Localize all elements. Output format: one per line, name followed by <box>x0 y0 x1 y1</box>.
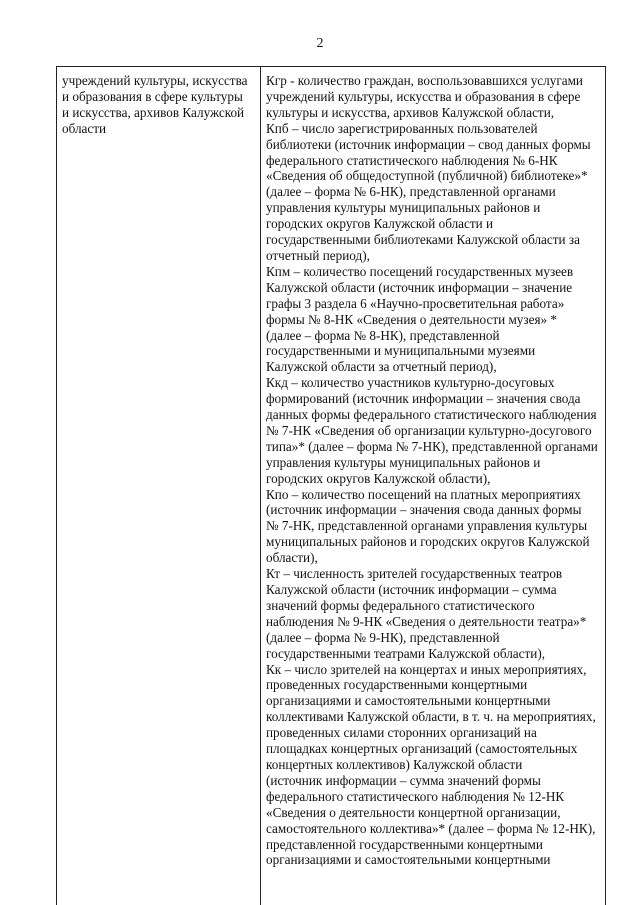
page-number: 2 <box>316 36 324 51</box>
text-line: (далее – форма № 8-НК), представленной <box>266 327 500 343</box>
text-line: «Сведения о деятельности концертной организации, <box>266 804 561 820</box>
text-line: самостоятельного коллектива»* (далее – форма № 12-НК), <box>266 820 596 836</box>
text-line: управления культуры муниципальных районов и <box>266 454 541 470</box>
text-line: значений формы федерального статистического <box>266 597 535 613</box>
text-line: учреждений культуры, искусства <box>62 73 248 88</box>
text-line: представленной государственными концертными <box>266 836 543 852</box>
text-line: Кт – численность зрителей государственных театров <box>266 566 563 582</box>
left-cell-text <box>62 73 256 137</box>
text-line: концертных коллективов) Калужской области <box>266 756 523 772</box>
table-row <box>57 67 606 905</box>
text-line: (источник информации – сумма значений формы <box>266 772 541 788</box>
text-line: области), <box>266 550 318 566</box>
text-line: управления культуры муниципальных районов и <box>266 200 541 216</box>
text-line: Кпм – количество посещений государственных музеев <box>266 263 574 279</box>
right-cell-indicator-definitions <box>261 67 606 905</box>
text-line: Кпо – количество посещений на платных мероприятиях <box>266 486 581 502</box>
text-line: формирований (источник информации – значения свода <box>266 391 581 407</box>
text-line: городских округов Калужской области и <box>266 216 494 232</box>
text-line: отчетный период), <box>266 247 370 263</box>
text-line: федерального статистического наблюдения № 12-НК <box>266 788 565 804</box>
text-line: организациями и самостоятельными концертными <box>266 693 551 709</box>
text-line: «Сведения об общедоступной (публичной) библиотеке»* <box>266 168 588 184</box>
text-line: и образования в сфере культуры <box>62 88 243 104</box>
text-line: Калужской области за отчетный период), <box>266 359 497 375</box>
text-line: государственными и муниципальными музеями <box>266 343 536 359</box>
text-line: Кгр - количество граждан, воспользовавшихся услугами <box>266 73 583 88</box>
text-line: Ккд – количество участников культурно-досуговых <box>266 375 555 391</box>
text-line: и искусства, архивов Калужской <box>62 104 245 120</box>
text-line: коллективами Калужской области, в т. ч. на мероприятиях, <box>266 709 596 725</box>
text-line: учреждений культуры, искусства и образования в сфере <box>266 88 581 104</box>
text-line: федерального статистического наблюдения № 6-НК <box>266 152 558 168</box>
text-line: государственными библиотеками Калужской области за <box>266 232 580 248</box>
text-line: Калужской области (источник информации – сумма <box>266 582 557 597</box>
text-line: графы 3 раздела 6 «Научно-просветительная работа» <box>266 295 565 311</box>
text-line: площадках концертных организаций (самостоятельных <box>266 741 578 757</box>
right-cell-text <box>266 73 601 868</box>
text-line: наблюдения № 9-НК «Сведения о деятельности театра»* <box>266 613 587 629</box>
indicator-table <box>56 66 606 905</box>
text-line: Калужской области (источник информации – значение <box>266 279 573 295</box>
text-line: (далее – форма № 9-НК), представленной <box>266 629 500 645</box>
text-line: государственными театрами Калужской области), <box>266 645 546 661</box>
text-line: (далее – форма № 6-НК), представленной органами <box>266 184 556 200</box>
text-line: Кк – число зрителей на концертах и иных мероприятиях, <box>266 661 587 677</box>
text-line: городских округов Калужской области), <box>266 470 491 486</box>
text-line: организациями и самостоятельными концертными <box>266 852 551 868</box>
text-line: формы № 8-НК «Сведения о деятельности музея» * <box>266 311 558 327</box>
text-line: культуры и искусства, архивов Калужской области, <box>266 104 555 120</box>
text-line: типа»* (далее – форма № 7-НК), представленной органами <box>266 438 598 454</box>
left-cell-institution-type <box>57 67 261 905</box>
text-line: № 7-НК, представленной органами управления культуры <box>266 518 588 534</box>
text-line: Кпб – число зарегистрированных пользователей <box>266 120 538 136</box>
text-line: проведенных государственными концертными <box>266 677 528 693</box>
text-line: библиотеки (источник информации – свод данных формы <box>266 136 591 152</box>
text-line: № 7-НК «Сведения об организации культурно-досугового <box>266 422 592 438</box>
text-line: муниципальных районов и городских округов Калужской <box>266 534 590 550</box>
text-line: области <box>62 120 107 136</box>
text-line: данных формы федерального статистического наблюдения <box>266 407 597 423</box>
text-line: проведенных силами сторонних организаций на <box>266 725 537 741</box>
text-line: (источник информации – значения свода данных формы <box>266 502 582 518</box>
